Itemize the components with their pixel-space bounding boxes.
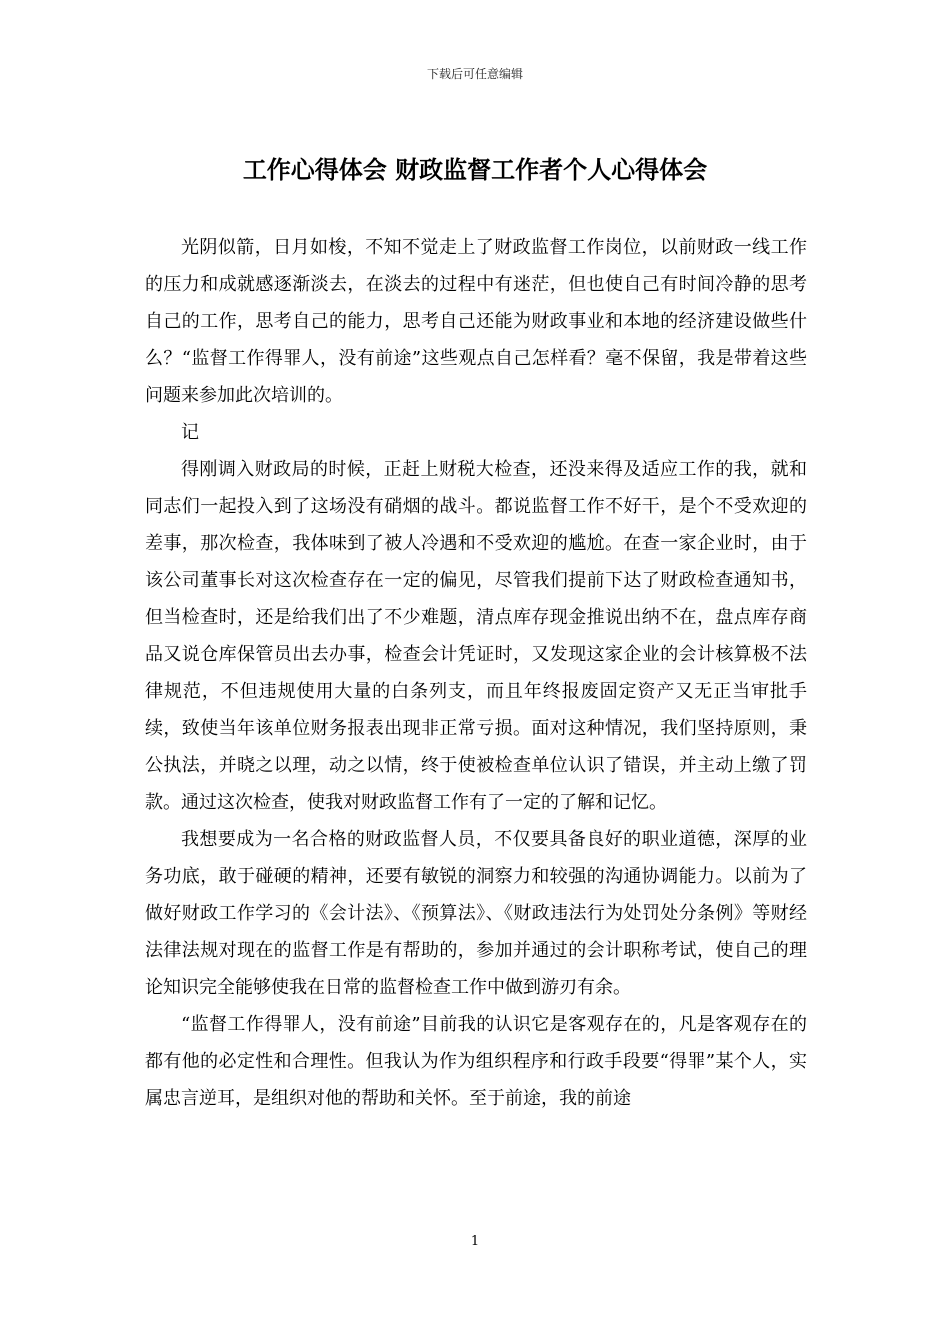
paragraph: 我想要成为一名合格的财政监督人员，不仅要具备良好的职业道德，深厚的业务功底，敢于碰硬的精神，还要有敏锐的洞察力和较强的沟通协调能力。以前为了做好财政工作学习的《会计法》、《预算法》、《财政违法行为处罚处分条例》等财经法律法规对现在的监督工作是有帮助的，参加并通过的会计职称考试，使自己的理论知识完全能够使我在日常的监督检查工作中做到游刃有余。 (145, 829, 807, 998)
paragraph: 记 (181, 422, 199, 443)
paragraph: 得刚调入财政局的时候，正赶上财税大检查，还没来得及适应工作的我，就和同志们一起投入到了这场没有硝烟的战斗。都说监督工作不好干，是个不受欢迎的差事，那次检查，我体味到了被人冷遇和不受欢迎的尴尬。在查一家企业时，由于该公司董事长对这次检查存在一定的偏见，尽管我们提前下达了财政检查通知书，但当检查时，还是给我们出了不少难题，清点库存现金推说出纳不在，盘点库存商品又说仓库保管员出去办事，检查会计凭证时，又发现这家企业的会计核算极不法律规范，不但违规使用大量的白条列支，而且年终报废固定资产又无正当审批手续，致使当年该单位财务报表出现非正常亏损。面对这种情况，我们坚持原则，秉公执法，并晓之以理，动之以情，终于使被检查单位认识了错误，并主动上缴了罚款。通过这次检查，使我对财政监督工作有了一定的了解和记忆。 (145, 459, 807, 813)
page-header-note: 下载后可任意编辑 (426, 67, 523, 81)
document-body (145, 229, 807, 1117)
paragraph: 光阴似箭，日月如梭，不知不觉走上了财政监督工作岗位，以前财政一线工作的压力和成就感逐渐淡去，在淡去的过程中有迷茫，但也使自己有时间冷静的思考自己的工作，思考自己的能力，思考自己还能为财政事业和本地的经济建设做些什么？“监督工作得罪人，没有前途”这些观点自己怎样看？毫不保留，我是带着这些问题来参加此次培训的。 (145, 237, 807, 406)
page-number: 1 (470, 1234, 480, 1249)
document-title: 工作心得体会 财政监督工作者个人心得体会 (242, 155, 708, 184)
paragraph: “监督工作得罪人，没有前途”目前我的认识它是客观存在的，凡是客观存在的都有他的必定性和合理性。但我认为作为组织程序和行政手段要“得罪”某个人，实属忠言逆耳，是组织对他的帮助和关怀。至于前途，我的前途 (145, 1014, 807, 1109)
